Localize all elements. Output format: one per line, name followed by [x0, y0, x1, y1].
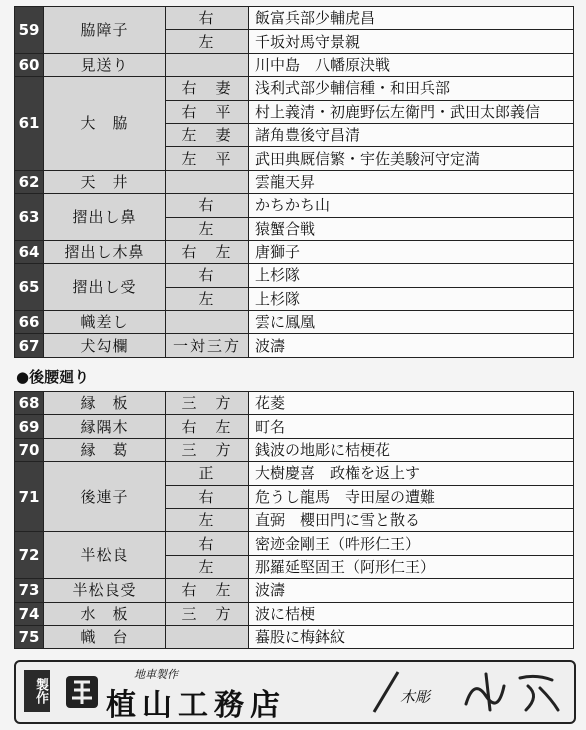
carving-description: かちかち山: [249, 194, 574, 217]
section-title: ●後腰廻り: [16, 368, 90, 386]
position-label: 左 平: [166, 147, 249, 170]
position-label: 右: [166, 264, 249, 287]
position-label: 左: [166, 287, 249, 310]
part-name: 水 板: [44, 602, 166, 625]
position-label: 右 左: [166, 240, 249, 263]
parts-table-lower: [14, 391, 574, 649]
position-label: 右: [166, 7, 249, 30]
position-label: 三 方: [166, 602, 249, 625]
carving-description: 猿蟹合戦: [249, 217, 574, 240]
part-name: 半松良受: [44, 579, 166, 602]
part-name: 摺出し木鼻: [44, 240, 166, 263]
position-label: 右 左: [166, 579, 249, 602]
part-name: 縁 葛: [44, 438, 166, 461]
carver-signature-icon: [456, 666, 566, 716]
position-label: 右: [166, 194, 249, 217]
position-label: [166, 53, 249, 76]
position-label: 左: [166, 555, 249, 578]
part-name: 幟差し: [44, 311, 166, 334]
part-name: 脇障子: [44, 7, 166, 54]
table-row: [15, 311, 574, 334]
table-row: [15, 625, 574, 648]
carving-description: 浅利式部少輔信種・和田兵部: [249, 77, 574, 100]
table-row: [15, 170, 574, 193]
table-row: [15, 392, 574, 415]
carving-description: 波濤: [249, 334, 574, 357]
item-number: 68: [15, 392, 44, 415]
position-label: 三 方: [166, 392, 249, 415]
part-name: 幟 台: [44, 625, 166, 648]
table-row: [15, 438, 574, 461]
carving-description: 村上義清・初鹿野伝左衛門・武田太郎義信: [249, 100, 574, 123]
item-number: 74: [15, 602, 44, 625]
part-name: 半松良: [44, 532, 166, 579]
carver-label: 木彫: [400, 688, 431, 706]
carving-description: 諸角豊後守昌清: [249, 123, 574, 146]
position-label: 右 平: [166, 100, 249, 123]
carving-description: 大樹慶喜 政権を返上す: [249, 462, 574, 485]
carving-description: 町名: [249, 415, 574, 438]
carving-description: 銭波の地彫に桔梗花: [249, 438, 574, 461]
carving-description: 蟇股に梅鉢紋: [249, 625, 574, 648]
carving-description: 密迹金剛王（吽形仁王）: [249, 532, 574, 555]
position-label: 左 妻: [166, 123, 249, 146]
part-name: 後連子: [44, 462, 166, 532]
part-name: 摺出し受: [44, 264, 166, 311]
part-name: 縁隅木: [44, 415, 166, 438]
carving-description: 武田典厩信繁・宇佐美駿河守定満: [249, 147, 574, 170]
carving-description: 危うし龍馬 寺田屋の遭難: [249, 485, 574, 508]
carving-description: 上杉隊: [249, 287, 574, 310]
part-name: 摺出し鼻: [44, 194, 166, 241]
parts-table-upper: [14, 6, 574, 358]
item-number: 63: [15, 194, 44, 241]
carving-description: 川中島 八幡原決戦: [249, 53, 574, 76]
company-name: 植山工務店: [106, 688, 286, 723]
table-row: [15, 194, 574, 217]
part-name: 縁 板: [44, 392, 166, 415]
manufacture-label: 製作: [24, 670, 50, 712]
part-name: 大 脇: [44, 77, 166, 171]
table-row: [15, 7, 574, 30]
table-row: [15, 602, 574, 625]
carving-description: 波濤: [249, 579, 574, 602]
table-row: [15, 532, 574, 555]
item-number: 72: [15, 532, 44, 579]
item-number: 60: [15, 53, 44, 76]
company-logo-icon: [62, 672, 102, 712]
table-row: [15, 415, 574, 438]
carving-description: 波に桔梗: [249, 602, 574, 625]
position-label: 右 左: [166, 415, 249, 438]
position-label: 左: [166, 508, 249, 531]
position-label: [166, 625, 249, 648]
carving-description: 唐獅子: [249, 240, 574, 263]
item-number: 71: [15, 462, 44, 532]
maker-footer: [14, 660, 576, 724]
item-number: 70: [15, 438, 44, 461]
item-number: 62: [15, 170, 44, 193]
table-row: [15, 240, 574, 263]
table-row: [15, 264, 574, 287]
carving-description: 上杉隊: [249, 264, 574, 287]
carving-description: 花菱: [249, 392, 574, 415]
item-number: 66: [15, 311, 44, 334]
position-label: 左: [166, 30, 249, 53]
sub-label: 地車製作: [134, 668, 178, 681]
carving-description: 飯富兵部少輔虎昌: [249, 7, 574, 30]
item-number: 75: [15, 625, 44, 648]
item-number: 59: [15, 7, 44, 54]
position-label: 右: [166, 485, 249, 508]
table-row: [15, 77, 574, 100]
carving-description: 那羅延堅固王（阿形仁王）: [249, 555, 574, 578]
position-label: 左: [166, 217, 249, 240]
carving-description: 雲龍天昇: [249, 170, 574, 193]
item-number: 73: [15, 579, 44, 602]
position-label: 正: [166, 462, 249, 485]
part-name: 見送り: [44, 53, 166, 76]
item-number: 69: [15, 415, 44, 438]
item-number: 65: [15, 264, 44, 311]
position-label: 右 妻: [166, 77, 249, 100]
position-label: [166, 311, 249, 334]
item-number: 61: [15, 77, 44, 171]
carving-description: 千坂対馬守景親: [249, 30, 574, 53]
position-label: 右: [166, 532, 249, 555]
table-row: [15, 334, 574, 357]
table-row: [15, 462, 574, 485]
carving-description: 直弼 櫻田門に雪と散る: [249, 508, 574, 531]
part-name: 天 井: [44, 170, 166, 193]
position-label: 一対三方: [166, 334, 249, 357]
table-row: [15, 579, 574, 602]
item-number: 64: [15, 240, 44, 263]
carving-description: 雲に鳳凰: [249, 311, 574, 334]
item-number: 67: [15, 334, 44, 357]
position-label: 三 方: [166, 438, 249, 461]
position-label: [166, 170, 249, 193]
table-row: [15, 53, 574, 76]
part-name: 犬勾欄: [44, 334, 166, 357]
